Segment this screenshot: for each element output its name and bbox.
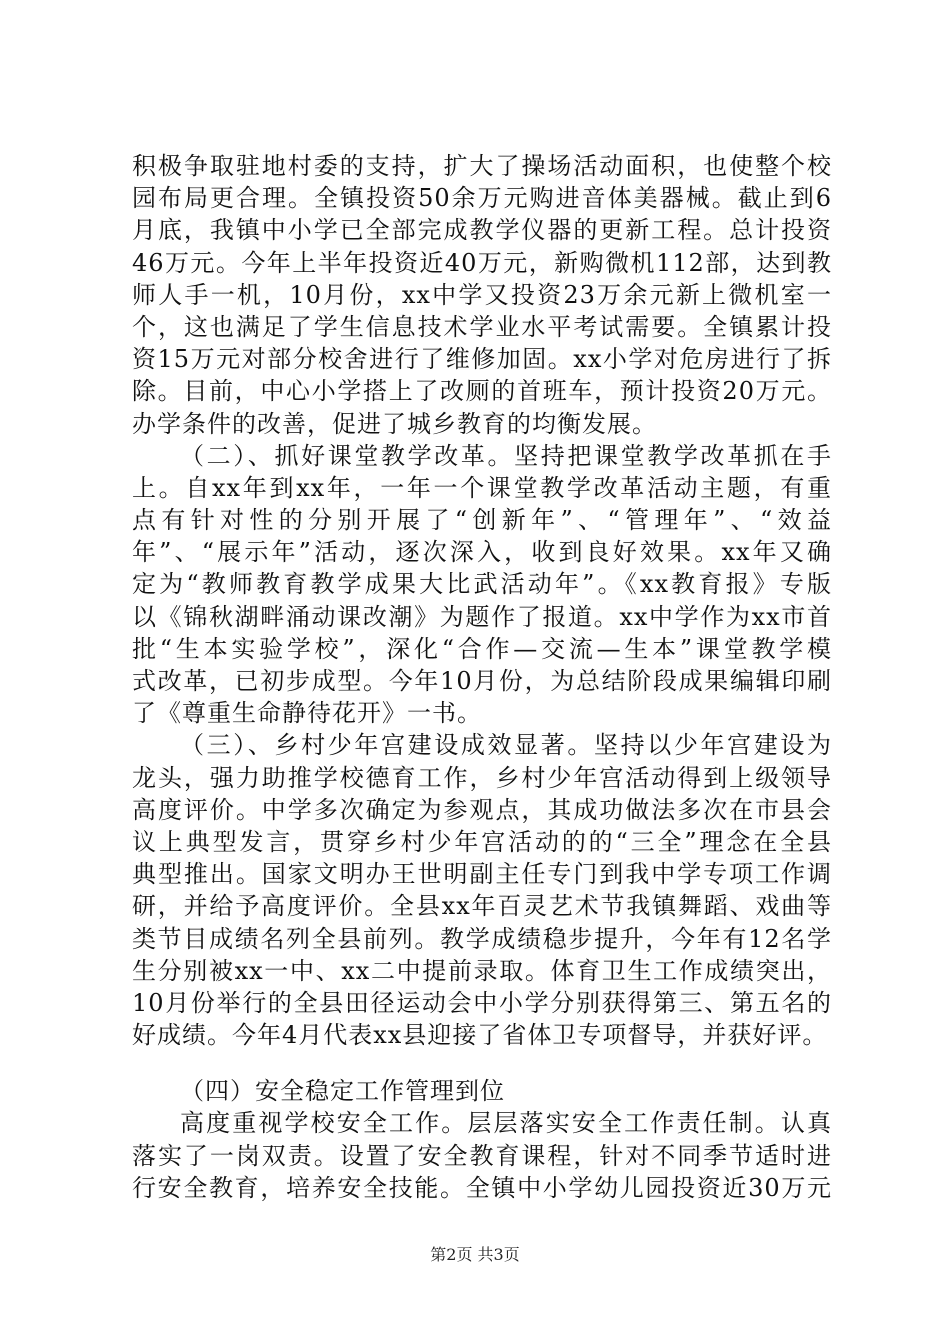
text-line: （三）、乡村少年宫建设成效显著。坚持以少年宫建设为 — [180, 731, 832, 760]
text-line: 议上典型发言，贯穿乡村少年宫活动的的“三全”理念在全县 — [132, 827, 832, 856]
text-line: 上。自xx年到xx年，一年一个课堂教学改革活动主题，有重 — [132, 473, 832, 502]
text-line: 龙头，强力助推学校德育工作，乡村少年宫活动得到上级领导 — [132, 763, 832, 792]
paragraph-safety — [132, 1107, 832, 1204]
page-number-footer: 第2页 共3页 — [430, 1245, 520, 1264]
section-heading: （四）安全稳定工作管理到位 — [180, 1077, 505, 1106]
text-line: 式改革，已初步成型。今年10月份，为总结阶段成果编辑印刷 — [132, 667, 832, 695]
text-line: 10月份举行的全县田径运动会中小学分别获得第三、第五名的 — [132, 988, 832, 1017]
paragraph-gap — [132, 1051, 832, 1075]
text-line: 落实了一岗双责。设置了安全教育课程，针对不同季节适时进 — [132, 1141, 832, 1170]
text-line: （二）、抓好课堂教学改革。坚持把课堂教学改革抓在手 — [180, 441, 832, 470]
text-line: 除。目前，中心小学搭上了改厕的首班车，预计投资20万元。 — [132, 377, 832, 406]
text-line: 积极争取驻地村委的支持，扩大了操场活动面积，也使整个校 — [132, 152, 832, 180]
text-line: 批“生本实验学校”，深化“合作—交流—生本”课堂教学模 — [132, 634, 832, 663]
text-line: 园布局更合理。全镇投资50余万元购进音体美器械。截止到6 — [132, 184, 832, 213]
text-line: 生分别被xx一中、xx二中提前录取。体育卫生工作成绩突出， — [132, 956, 832, 985]
text-line: 资15万元对部分校舍进行了维修加固。xx小学对危房进行了拆 — [132, 345, 832, 374]
text-line: 类节目成绩名列全县前列。教学成绩稳步提升，今年有12名学 — [132, 924, 832, 953]
text-line: 月底，我镇中小学已全部完成教学仪器的更新工程。总计投资 — [132, 216, 832, 245]
text-line: 典型推出。国家文明办王世明副主任专门到我中学专项工作调 — [132, 860, 832, 889]
text-line: 好成绩。今年4月代表xx县迎接了省体卫专项督导，并获好评。 — [132, 1021, 828, 1050]
text-line: 高度评价。中学多次确定为参观点，其成功做法多次在市县会 — [132, 795, 832, 824]
text-line: 办学条件的改善，促进了城乡教育的均衡发展。 — [132, 409, 657, 438]
text-line: 点有针对性的分别开展了“创新年”、“管理年”、“效益 — [132, 506, 832, 535]
text-line: 个，这也满足了学生信息技术学业水平考试需要。全镇累计投 — [132, 312, 832, 341]
document-body — [132, 150, 832, 1204]
paragraph-facilities — [132, 150, 832, 440]
paragraph-youth-palace — [132, 729, 832, 1051]
text-line: 师人手一机，10月份，xx中学又投资23万余元新上微机室一 — [132, 280, 832, 309]
text-line: 了《尊重生命静待花开》一书。 — [132, 699, 482, 728]
text-line: 46万元。今年上半年投资近40万元，新购微机112部，达到教 — [132, 248, 832, 277]
text-line: 行安全教育，培养安全技能。全镇中小学幼儿园投资近30万元 — [132, 1173, 832, 1202]
paragraph-classroom-reform — [132, 440, 832, 730]
text-line: 研，并给予高度评价。全县xx年百灵艺术节我镇舞蹈、戏曲等 — [132, 892, 832, 921]
text-line: 年”、“展示年”活动，逐次深入，收到良好效果。xx年又确 — [132, 538, 832, 567]
text-line: 定为“教师教育教学成果大比武活动年”。《xx教育报》专版 — [132, 570, 832, 599]
text-line: 高度重视学校安全工作。层层落实安全工作责任制。认真 — [180, 1109, 832, 1138]
text-line: 以《锦秋湖畔涌动课改潮》为题作了报道。xx中学作为xx市首 — [132, 602, 832, 631]
